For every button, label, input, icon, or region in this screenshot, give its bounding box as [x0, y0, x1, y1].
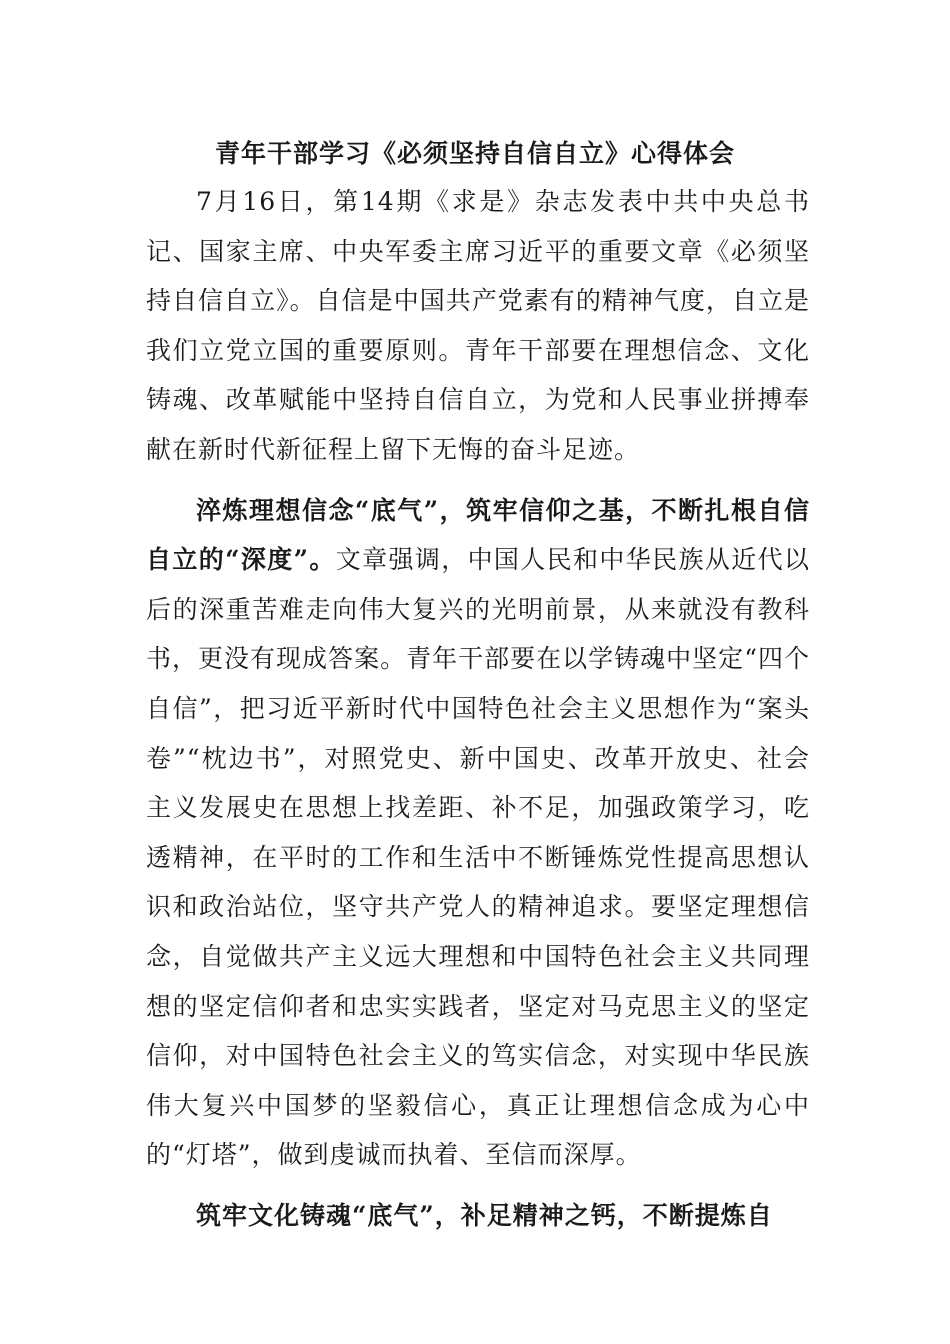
paragraph-lead: 筑牢文化铸魂“底气”，补足精神之钙，不断提炼自 — [196, 1200, 773, 1230]
document-title: 青年干部学习《必须坚持自信自立》心得体会 — [214, 139, 735, 168]
paragraph-culture — [146, 1191, 810, 1241]
paragraph-intro — [146, 177, 810, 475]
paragraph-text: 7月16日，第14期《求是》杂志发表中共中央总书记、国家主席、中央军委主席习近平的重要文章《必须坚持自信自立》。自信是中国共产党素有的精神气度，自立是我们立党立国的重要原则。青年干部要在理想信念、文化铸魂、改革赋能中坚持自信自立，为党和人民事业拼搏奉献在新时代新征程上留下无悔的奋斗足迹。 — [146, 187, 810, 464]
paragraph-ideals — [146, 486, 810, 1180]
document-body — [146, 177, 810, 1240]
paragraph-text: 文章强调，中国人民和中华民族从近代以后的深重苦难走向伟大复兴的光明前景，从来就没有教科书，更没有现成答案。青年干部要在以学铸魂中坚定“四个自信”，把习近平新时代中国特色社会主义思想作为“案头卷”“枕边书”，对照党史、新中国史、改革开放史、社会主义发展史在思想上找差距、补不足，加强政策学习，吃透精神，在平时的工作和生活中不断锤炼党性提高思想认识和政治站位，坚守共产党人的精神追求。要坚定理想信念，自觉做共产主义远大理想和中国特色社会主义共同理想的坚定信仰者和忠实实践者，坚定对马克思主义的坚定信仰，对中国特色社会主义的笃实信念，对实现中华民族伟大复兴中国梦的坚毅信心，真正让理想信念成为心中的“灯塔”，做到虔诚而执着、至信而深厚。 — [146, 545, 810, 1170]
paragraph-lead: 淬炼理想信念“底气”，筑牢信仰之基，不断扎根自信自立的“深度”。 — [146, 495, 810, 575]
